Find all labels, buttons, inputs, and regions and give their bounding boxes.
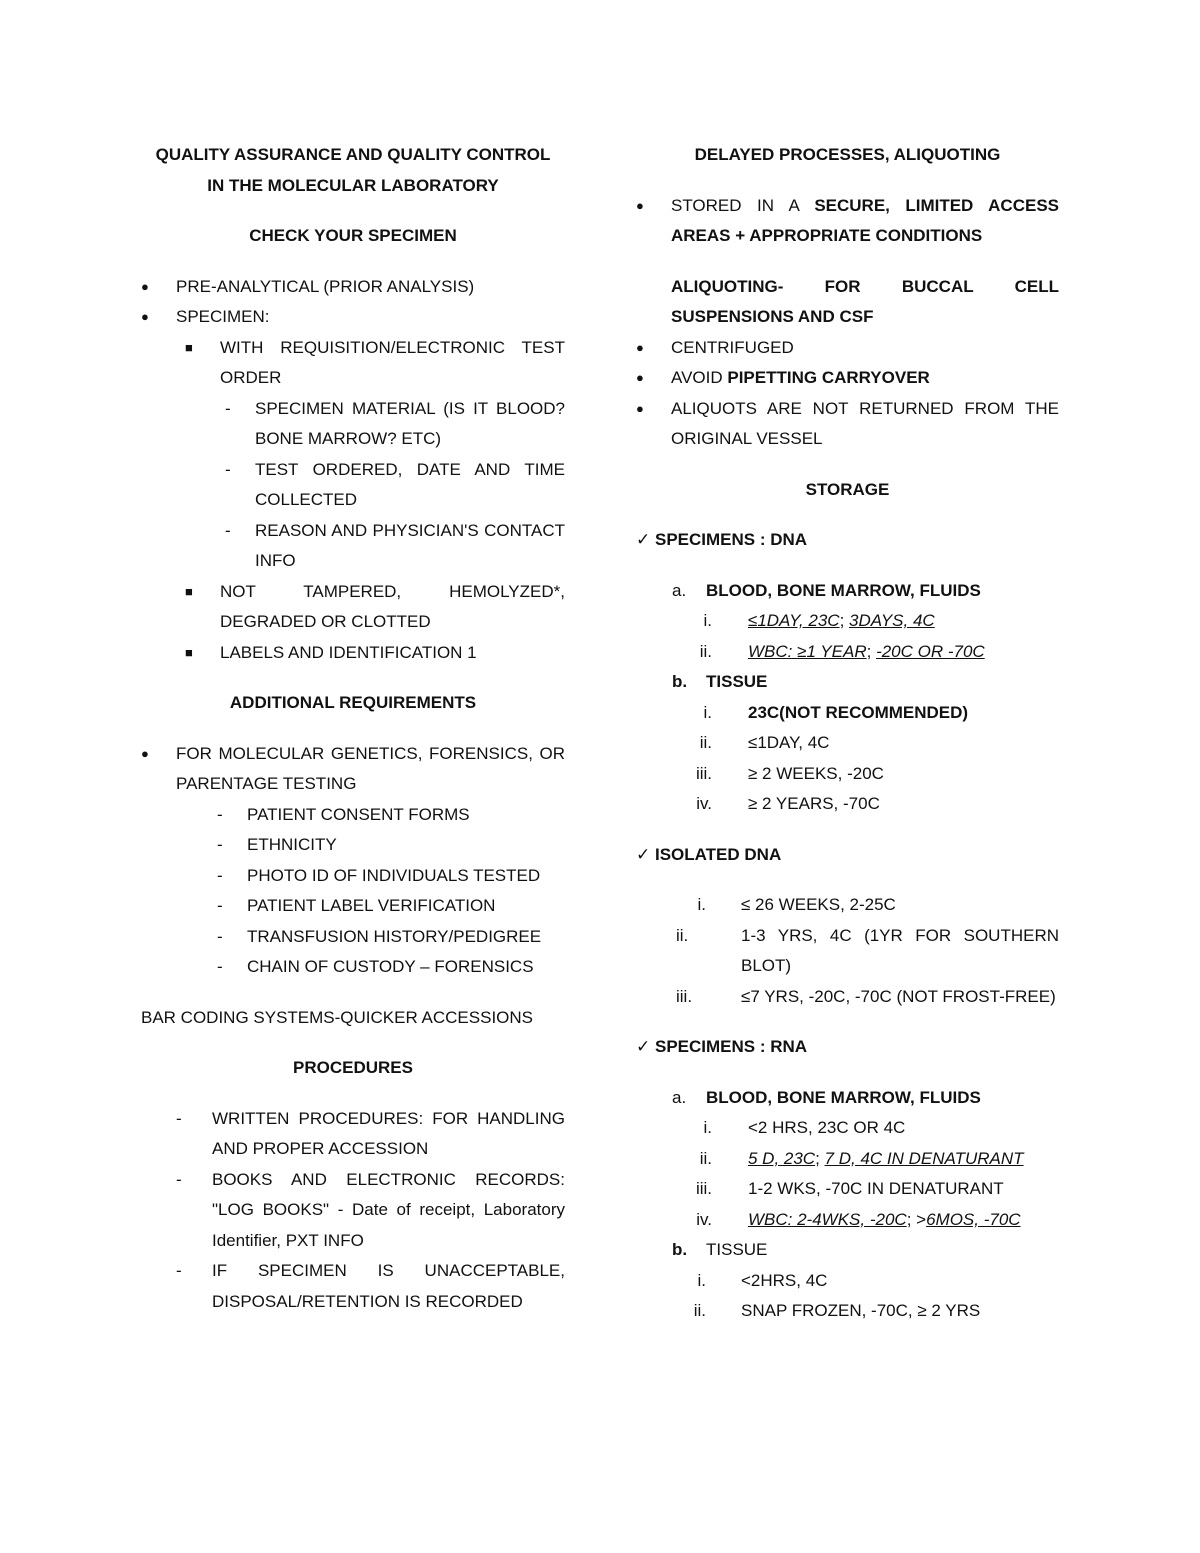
list-item: ■ LABELS AND IDENTIFICATION 1 — [141, 638, 565, 669]
list-item: - WRITTEN PROCEDURES: FOR HANDLING AND PROPER ACCESSION — [141, 1104, 565, 1165]
dash-icon: - — [217, 804, 223, 824]
bullet-icon: ● — [141, 309, 149, 324]
list-item: ii. WBC: ≥1 YEAR; -20C OR -70C — [699, 641, 985, 661]
list-item: ii. 1-3 YRS, 4C (1YR FOR SOUTHERN BLOT) — [676, 925, 1059, 975]
list-item: ● AVOID PIPETTING CARRYOVER — [636, 363, 1059, 394]
list-item: - PATIENT LABEL VERIFICATION — [141, 891, 565, 922]
check-icon: ✓ — [636, 530, 651, 549]
storage-heading: STORAGE — [805, 479, 890, 499]
list-item: - ETHNICITY — [141, 830, 565, 861]
check-icon: ✓ — [636, 1037, 651, 1056]
list-item: ■ WITH REQUISITION/ELECTRONIC TEST ORDER — [141, 333, 565, 394]
list-item: - IF SPECIMEN IS UNACCEPTABLE, DISPOSAL/RETENTION IS RECORDED — [141, 1256, 565, 1317]
dash-icon: - — [217, 896, 223, 915]
dash-icon: - — [217, 865, 223, 885]
dash-icon: - — [176, 1108, 182, 1128]
list-item: i. ≤ 26 WEEKS, 2-25C — [697, 895, 896, 914]
left-column — [141, 140, 565, 1317]
title-line-1: QUALITY ASSURANCE AND QUALITY CONTROL — [155, 145, 551, 164]
bullet-icon: ● — [636, 197, 644, 213]
list-item: ● CENTRIFUGED — [636, 333, 1059, 364]
list-item: iii. ≥ 2 WEEKS, -20C — [695, 763, 884, 783]
dash-icon: - — [217, 957, 223, 976]
list-item: ii. ≤1DAY, 4C — [699, 733, 830, 752]
specimens-rna-heading: ✓ SPECIMENS : RNA — [636, 1037, 808, 1056]
dash-icon: - — [225, 459, 231, 479]
list-item: - REASON AND PHYSICIAN'S CONTACT INFO — [141, 516, 565, 577]
list-item: i. 23C(NOT RECOMMENDED) — [703, 702, 969, 722]
additional-requirements-heading: ADDITIONAL REQUIREMENTS — [229, 693, 477, 712]
list-item: i. ≤1DAY, 23C; 3DAYS, 4C — [703, 611, 935, 630]
list-item: - PATIENT CONSENT FORMS — [141, 800, 565, 831]
list-item: ● PRE-ANALYTICAL (PRIOR ANALYSIS) — [141, 272, 565, 303]
check-specimen-heading: CHECK YOUR SPECIMEN — [249, 226, 457, 245]
list-item: - TRANSFUSION HISTORY/PEDIGREE — [141, 922, 565, 953]
dash-icon: - — [176, 1261, 182, 1280]
aliquoting-label: ALIQUOTING- FOR BUCCAL CELL SUSPENSIONS AND CSF — [671, 276, 1059, 326]
list-item: ● ALIQUOTS ARE NOT RETURNED FROM THE ORIGINAL VESSEL — [636, 394, 1059, 455]
list-item: ● SPECIMEN: — [141, 302, 565, 333]
list-item: iv. WBC: 2-4WKS, -20C; >6MOS, -70C — [696, 1209, 1021, 1229]
list-item: ■ NOT TAMPERED, HEMOLYZED*, DEGRADED OR CLOTTED — [141, 577, 565, 638]
dash-icon: - — [217, 835, 223, 854]
list-item: - SPECIMEN MATERIAL (IS IT BLOOD? BONE MARROW? ETC) — [141, 394, 565, 455]
list-item: - TEST ORDERED, DATE AND TIME COLLECTED — [141, 455, 565, 516]
right-column — [636, 140, 1059, 1327]
square-bullet-icon: ■ — [185, 339, 193, 355]
list-item: a. BLOOD, BONE MARROW, FLUIDS — [672, 1087, 981, 1107]
square-bullet-icon: ■ — [185, 644, 193, 660]
square-bullet-icon: ■ — [185, 583, 193, 599]
list-item: b. TISSUE — [672, 1240, 768, 1259]
bullet-icon: ● — [141, 278, 149, 294]
specimens-dna-heading: ✓ SPECIMENS : DNA — [636, 530, 808, 549]
dash-icon: - — [225, 398, 231, 418]
delayed-processes-heading: DELAYED PROCESSES, ALIQUOTING — [694, 145, 1001, 164]
list-item: i. <2HRS, 4C — [697, 1270, 828, 1290]
check-icon: ✓ — [636, 844, 651, 864]
list-item: ii. SNAP FROZEN, -70C, ≥ 2 YRS — [693, 1301, 981, 1320]
bullet-icon: ● — [141, 745, 149, 761]
bullet-icon: ● — [636, 370, 644, 385]
bullet-icon: ● — [636, 400, 644, 416]
bullet-icon: ● — [636, 339, 644, 355]
isolated-dna-heading: ✓ ISOLATED DNA — [636, 844, 782, 864]
title-line-2: IN THE MOLECULAR LABORATORY — [207, 175, 499, 195]
list-item: i. <2 HRS, 23C OR 4C — [703, 1118, 906, 1137]
dash-icon: - — [225, 520, 231, 540]
list-item: ii. 5 D, 23C; 7 D, 4C IN DENATURANT — [699, 1148, 1024, 1168]
dash-icon: - — [176, 1169, 182, 1189]
list-item: iv. ≥ 2 YEARS, -70C — [696, 794, 880, 813]
list-item: iii. ≤7 YRS, -20C, -70C (NOT FROST-FREE) — [676, 986, 1056, 1006]
procedures-heading: PROCEDURES — [293, 1058, 413, 1077]
list-item: - PHOTO ID OF INDIVIDUALS TESTED — [141, 861, 565, 892]
bar-coding-text: BAR CODING SYSTEMS-QUICKER ACCESSIONS — [141, 1007, 534, 1027]
list-item: a. BLOOD, BONE MARROW, FLUIDS — [672, 580, 981, 600]
list-item: iii. 1-2 WKS, -70C IN DENATURANT — [695, 1179, 1004, 1198]
list-item: ● STORED IN A SECURE, LIMITED ACCESS AREAS + APPROPRIATE CONDITIONS — [636, 191, 1059, 252]
list-item: b. TISSUE — [672, 672, 768, 691]
list-item: - CHAIN OF CUSTODY – FORENSICS — [141, 952, 565, 983]
dash-icon: - — [217, 926, 223, 946]
list-item: ● FOR MOLECULAR GENETICS, FORENSICS, OR PARENTAGE TESTING — [141, 739, 565, 800]
list-item: - BOOKS AND ELECTRONIC RECORDS: "LOG BOOKS" - Date of receipt, Laboratory Identifier, PXT INFO — [141, 1165, 565, 1257]
